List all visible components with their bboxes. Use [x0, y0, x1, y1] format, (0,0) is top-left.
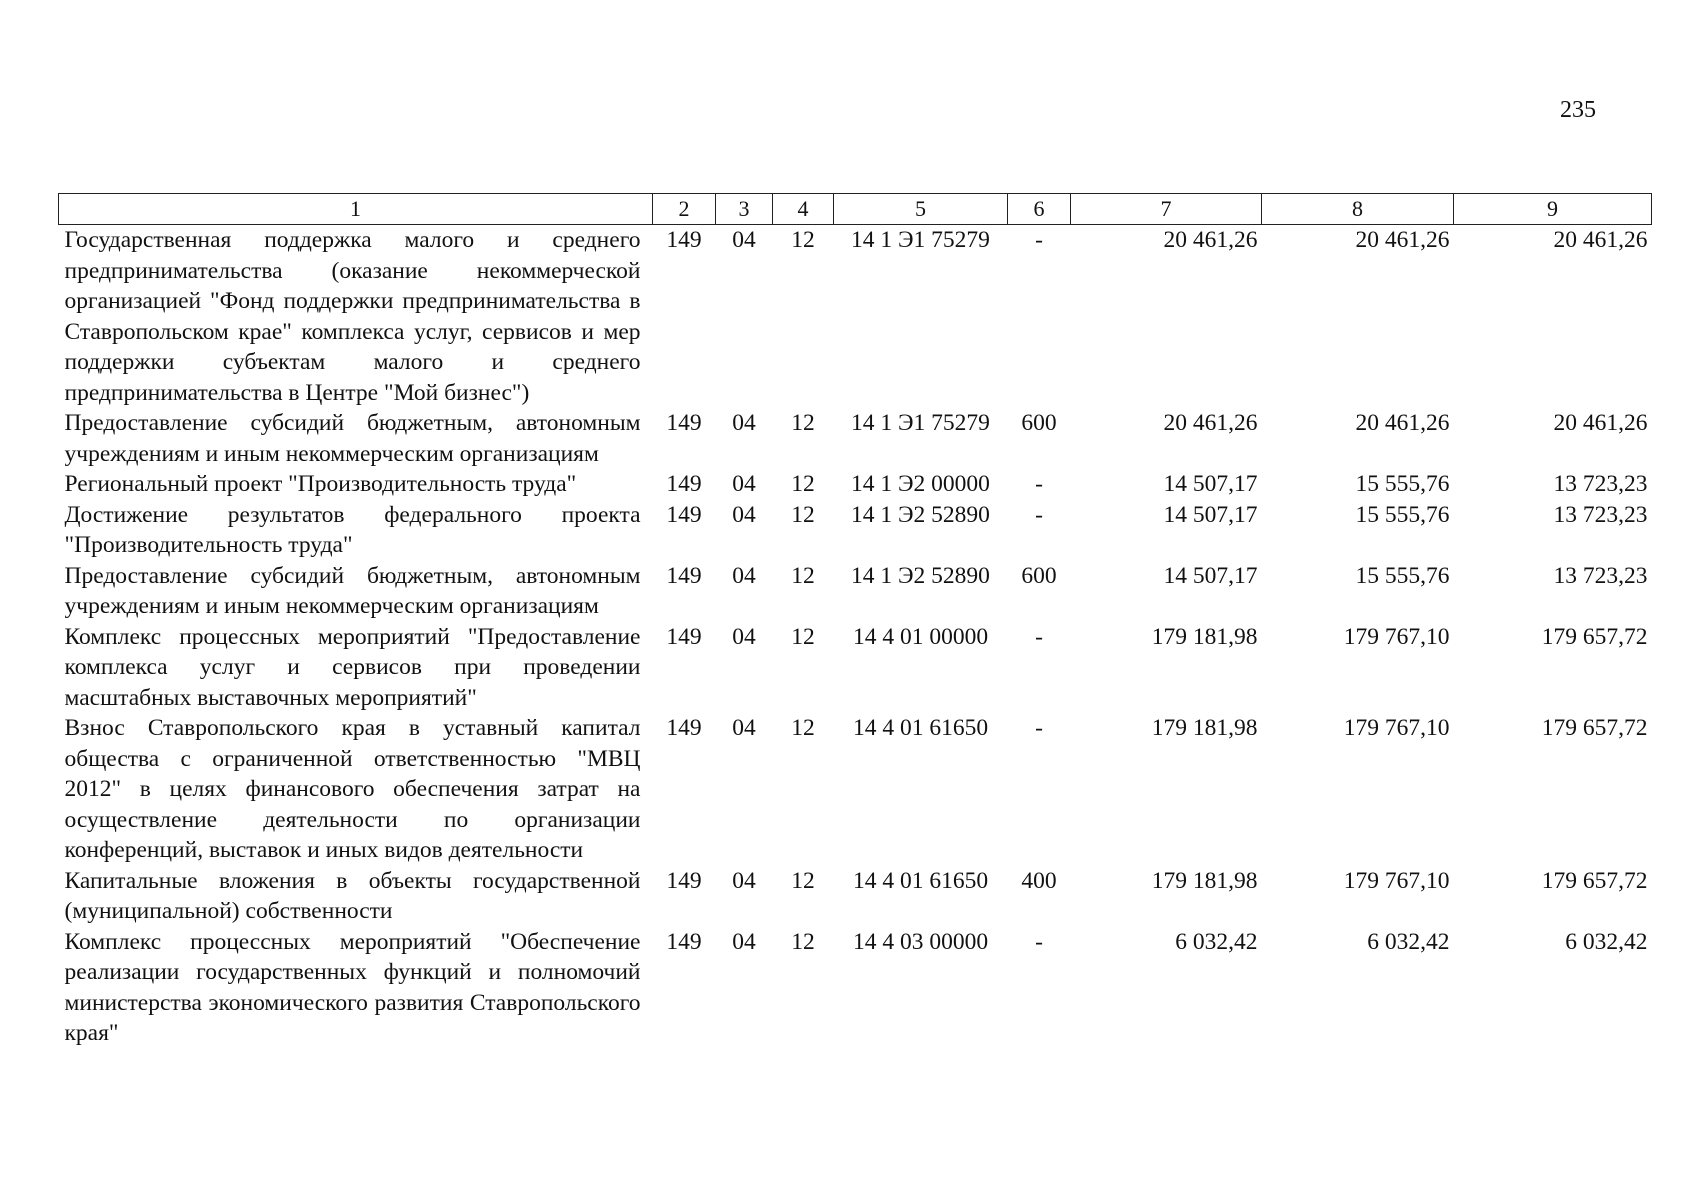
row-col-2: 149	[666, 928, 702, 955]
row-col-3: 04	[732, 501, 756, 528]
row-col-2: 149	[666, 227, 702, 253]
row-col-5: 14 4 01 00000	[852, 623, 989, 650]
row-col-2: 149	[666, 867, 702, 894]
table-header	[59, 194, 1652, 225]
row-col-6: -	[1035, 623, 1043, 650]
row-col-8: 15 555,76	[1355, 501, 1450, 528]
row-col-2: 149	[666, 623, 702, 650]
row-col-5: 14 4 01 61650	[852, 867, 989, 894]
row-col-6: 400	[1021, 867, 1057, 894]
row-col-9: 179 657,72	[1541, 623, 1648, 650]
row-name: Комплекс процессных мероприятий "Предоставление комплекса услуг и сервисов при проведении масштабных выставочных мероприятий"	[64, 623, 641, 711]
table-row	[59, 561, 1652, 622]
row-name: Комплекс процессных мероприятий "Обеспечение реализации государственных функций и полномочий министерства экономического развития Ставропольского края"	[64, 928, 641, 1046]
row-col-7: 20 461,26	[1163, 227, 1258, 253]
row-col-3: 04	[732, 928, 756, 955]
table-row	[59, 225, 1652, 409]
row-name: Предоставление субсидий бюджетным, автономным учреждениям и иным некоммерческим организациям	[64, 410, 641, 467]
row-col-5: 14 4 01 61650	[852, 715, 989, 741]
row-col-3: 04	[732, 562, 756, 589]
row-col-4: 12	[791, 867, 815, 894]
row-col-9: 6 032,42	[1565, 928, 1648, 955]
row-col-5: 14 1 Э1 75279	[851, 227, 990, 253]
row-col-8: 15 555,76	[1355, 471, 1450, 497]
row-col-6: -	[1035, 227, 1043, 253]
table-row	[59, 469, 1652, 500]
row-col-6: -	[1035, 928, 1043, 955]
row-col-4: 12	[791, 623, 815, 650]
table-row	[59, 927, 1652, 1049]
header-col-6: 6	[1008, 194, 1071, 225]
header-col-9: 9	[1454, 194, 1652, 225]
header-col-2: 2	[653, 194, 716, 225]
row-col-7: 179 181,98	[1151, 867, 1258, 894]
budget-table	[58, 193, 1652, 1049]
row-col-5: 14 4 03 00000	[852, 928, 989, 955]
row-col-6: 600	[1021, 410, 1057, 436]
row-col-4: 12	[791, 501, 815, 528]
row-name: Капитальные вложения в объекты государственной (муниципальной) собственности	[64, 867, 641, 924]
row-col-7: 20 461,26	[1163, 410, 1258, 436]
header-col-5: 5	[834, 194, 1008, 225]
header-col-7: 7	[1071, 194, 1262, 225]
row-col-3: 04	[732, 623, 756, 650]
row-col-4: 12	[791, 410, 815, 436]
row-col-3: 04	[732, 410, 756, 436]
row-col-7: 179 181,98	[1151, 715, 1258, 741]
row-col-9: 179 657,72	[1541, 715, 1648, 741]
row-col-8: 20 461,26	[1355, 227, 1450, 253]
row-col-7: 179 181,98	[1151, 623, 1258, 650]
row-col-9: 179 657,72	[1541, 867, 1648, 894]
row-name: Взнос Ставропольского края в уставный капитал общества с ограниченной ответственностью "МВЦ 2012" в целях финансового обеспечения затрат на осуществление деятельности по организации конференций, выставок и иных видов деятельности	[64, 715, 641, 863]
header-col-4: 4	[773, 194, 834, 225]
row-name: Достижение результатов федерального проекта "Производительность труда"	[64, 501, 641, 558]
table-row	[59, 408, 1652, 469]
page-number: 235	[1560, 97, 1596, 123]
row-col-8: 15 555,76	[1355, 562, 1450, 589]
row-col-7: 14 507,17	[1163, 471, 1258, 497]
row-col-5: 14 1 Э2 52890	[851, 501, 990, 528]
row-col-9: 20 461,26	[1553, 410, 1648, 436]
row-col-8: 179 767,10	[1343, 867, 1450, 894]
row-col-7: 14 507,17	[1163, 501, 1258, 528]
row-col-2: 149	[666, 410, 702, 436]
row-col-9: 20 461,26	[1553, 227, 1648, 253]
row-col-3: 04	[732, 867, 756, 894]
row-col-7: 14 507,17	[1163, 562, 1258, 589]
table-row	[59, 866, 1652, 927]
row-col-4: 12	[791, 471, 815, 497]
row-col-5: 14 1 Э1 75279	[851, 410, 990, 436]
row-col-9: 13 723,23	[1553, 501, 1648, 528]
row-col-2: 149	[666, 501, 702, 528]
header-col-8: 8	[1262, 194, 1454, 225]
row-name: Предоставление субсидий бюджетным, автономным учреждениям и иным некоммерческим организациям	[64, 562, 641, 619]
row-col-4: 12	[791, 928, 815, 955]
table-row	[59, 500, 1652, 561]
row-col-8: 179 767,10	[1343, 623, 1450, 650]
row-col-6: 600	[1021, 562, 1057, 589]
row-col-5: 14 1 Э2 00000	[851, 471, 990, 497]
row-col-3: 04	[732, 227, 756, 253]
row-name: Региональный проект "Производительность труда"	[64, 471, 577, 497]
row-col-4: 12	[791, 715, 815, 741]
row-col-2: 149	[666, 471, 702, 497]
row-col-2: 149	[666, 562, 702, 589]
row-col-9: 13 723,23	[1553, 471, 1648, 497]
row-name: Государственная поддержка малого и среднего предпринимательства (оказание некоммерческой организацией "Фонд поддержки предпринимательства в Ставропольском крае" комплекса услуг, сервисов и мер поддержки субъектам малого и среднего предпринимательства в Центре "Мой бизнес")	[64, 227, 641, 406]
table-row	[59, 713, 1652, 866]
row-col-4: 12	[791, 562, 815, 589]
row-col-6: -	[1035, 715, 1043, 741]
header-row	[59, 194, 1652, 225]
table-row	[59, 622, 1652, 714]
table-body	[59, 225, 1652, 1049]
row-col-2: 149	[666, 715, 702, 741]
row-col-5: 14 1 Э2 52890	[851, 562, 990, 589]
row-col-8: 179 767,10	[1343, 715, 1450, 741]
row-col-3: 04	[732, 715, 756, 741]
row-col-4: 12	[791, 227, 815, 253]
row-col-8: 20 461,26	[1355, 410, 1450, 436]
row-col-9: 13 723,23	[1553, 562, 1648, 589]
header-col-1: 1	[59, 194, 653, 225]
row-col-6: -	[1035, 471, 1043, 497]
row-col-6: -	[1035, 501, 1043, 528]
row-col-7: 6 032,42	[1175, 928, 1258, 955]
row-col-3: 04	[732, 471, 756, 497]
header-col-3: 3	[716, 194, 773, 225]
row-col-8: 6 032,42	[1367, 928, 1450, 955]
